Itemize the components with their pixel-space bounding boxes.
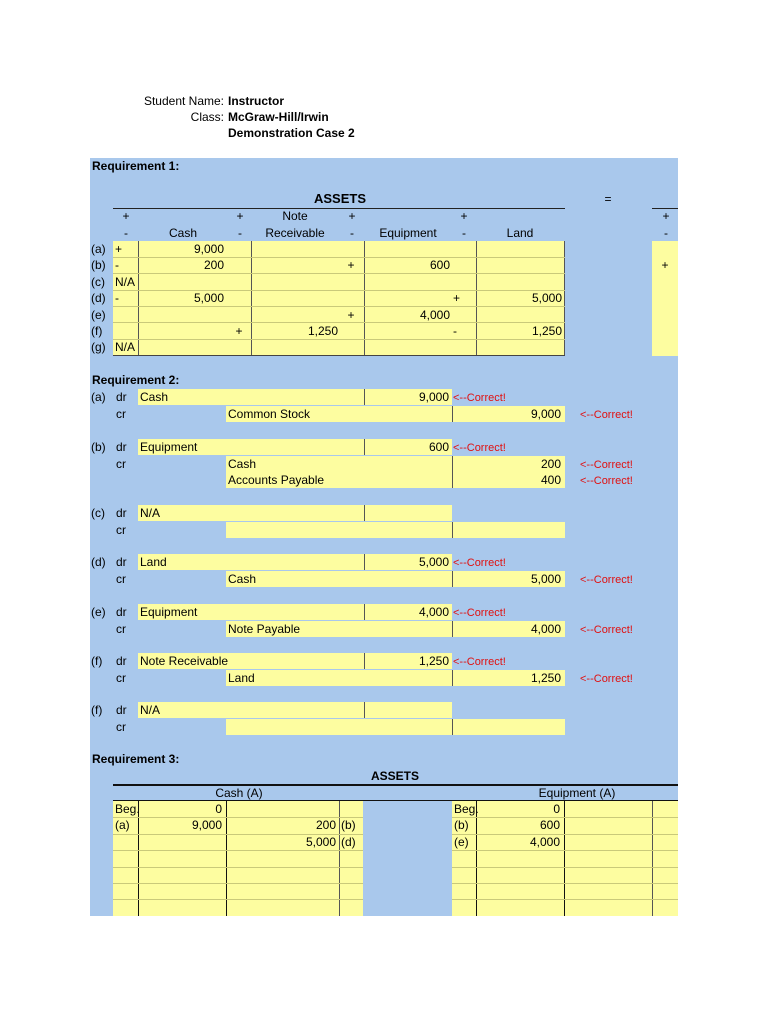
credit-correct-feedback: <--Correct! <box>580 408 633 421</box>
col5-plus: + <box>662 209 670 223</box>
debit-amount-divider <box>364 702 365 718</box>
credit-account[interactable]: Land <box>228 670 255 685</box>
cash-ref[interactable]: (a) <box>115 818 130 833</box>
credit-entry-cell[interactable] <box>226 522 565 538</box>
entry-label: (c) <box>91 506 105 520</box>
row-label: (a) <box>91 242 106 256</box>
row-label: (g) <box>91 340 106 355</box>
col3-minus: - <box>350 226 354 240</box>
credit-amount-divider <box>452 670 453 686</box>
equipment-ref[interactable]: Beg. <box>454 802 479 816</box>
sign-equipment[interactable]: + <box>347 258 355 273</box>
entry-label: (b) <box>91 440 106 454</box>
requirement-3-title: Requirement 3: <box>92 752 180 766</box>
dr-label: dr <box>116 390 127 404</box>
entry-label: (f) <box>91 703 103 717</box>
credit-correct-feedback: <--Correct! <box>580 458 633 471</box>
equipment-amount[interactable]: 4,000 <box>419 307 450 322</box>
debit-correct-feedback: <--Correct! <box>453 607 506 619</box>
col-land-header: Land <box>506 226 534 240</box>
grid-line <box>452 883 678 884</box>
grid-line <box>113 850 363 851</box>
credit-amount[interactable]: 400 <box>540 473 561 487</box>
debit-amount-divider <box>364 653 365 669</box>
col4-plus: + <box>460 209 468 223</box>
debit-amount[interactable]: 1,250 <box>418 654 449 668</box>
col-cash-header: Cash <box>168 226 197 240</box>
credit-correct-feedback: <--Correct! <box>580 672 633 685</box>
sign-cash[interactable]: - <box>115 291 119 306</box>
sign-liabilities[interactable]: + <box>661 258 669 273</box>
debit-entry-cell[interactable] <box>138 505 452 521</box>
debit-correct-feedback: <--Correct! <box>453 557 506 569</box>
entry-label: (e) <box>91 605 106 619</box>
credit-correct-feedback: <--Correct! <box>580 573 633 586</box>
debit-amount-divider <box>364 389 365 405</box>
grid-line <box>452 850 678 851</box>
credit-account[interactable]: Accounts Payable <box>228 473 325 487</box>
equipment-amount[interactable]: 600 <box>429 258 450 273</box>
equipment-ref[interactable]: (e) <box>454 834 469 849</box>
dr-label: dr <box>116 654 127 668</box>
dr-label: dr <box>116 555 127 569</box>
debit-entry-cell[interactable] <box>138 702 452 718</box>
credit-entry-cell[interactable] <box>226 719 565 735</box>
debit-amount[interactable]: 5,000 <box>418 555 449 569</box>
class-value: McGraw-Hill/Irwin <box>228 110 329 124</box>
land-amount[interactable]: 5,000 <box>531 291 562 306</box>
cr-label: cr <box>116 621 126 636</box>
col-note-header-1: Note <box>282 209 308 223</box>
grid-line <box>113 899 363 900</box>
grid-line <box>452 867 678 868</box>
entry-label: (f) <box>91 654 103 668</box>
requirement-1-title: Requirement 1: <box>92 159 180 173</box>
credit-account[interactable]: Note Payable <box>228 621 301 636</box>
row-label: (c) <box>91 274 105 289</box>
assets-heading: ASSETS <box>313 191 366 206</box>
credit-account[interactable]: Cash <box>228 571 257 586</box>
credit-account[interactable]: Cash <box>228 456 257 471</box>
student-name-value: Instructor <box>228 94 285 108</box>
credit-amount-divider <box>452 472 453 488</box>
row-label: (d) <box>91 291 106 306</box>
debit-account[interactable]: N/A <box>140 506 161 520</box>
debit-account[interactable]: Land <box>140 555 167 569</box>
debit-amount-divider <box>364 604 365 620</box>
cash-credit[interactable]: 200 <box>315 818 336 833</box>
cash-credit[interactable]: 5,000 <box>305 834 336 849</box>
row-label: (e) <box>91 307 106 322</box>
debit-amount-divider <box>364 505 365 521</box>
student-name-label: Student Name: <box>143 94 224 108</box>
equipment-debit[interactable]: 600 <box>539 818 560 833</box>
cash-amount[interactable]: 9,000 <box>193 242 224 256</box>
credit-amount-divider <box>452 406 453 422</box>
sign-cash[interactable]: N/A <box>115 340 136 355</box>
cr-label: cr <box>116 522 126 537</box>
cash-debit[interactable]: 9,000 <box>191 818 222 833</box>
col2-plus: + <box>236 209 244 223</box>
requirement-2-title: Requirement 2: <box>92 373 180 387</box>
credit-amount[interactable]: 4,000 <box>530 621 561 636</box>
credit-amount-divider <box>452 571 453 587</box>
sign-note[interactable]: + <box>235 324 243 338</box>
debit-account[interactable]: Cash <box>140 390 169 404</box>
case-title: Demonstration Case 2 <box>228 126 355 140</box>
land-amount[interactable]: 1,250 <box>531 324 562 338</box>
t-account-cash-title: Cash (A) <box>215 786 263 800</box>
credit-account[interactable]: Common Stock <box>228 406 311 421</box>
note-amount[interactable]: 1,250 <box>307 324 338 338</box>
assets-header-rule <box>113 208 565 209</box>
debit-amount[interactable]: 9,000 <box>418 390 449 404</box>
credit-correct-feedback: <--Correct! <box>580 623 633 636</box>
cr-label: cr <box>116 571 126 586</box>
dr-label: dr <box>116 605 127 619</box>
entry-label: (a) <box>91 390 106 404</box>
grid-line <box>113 883 363 884</box>
cr-label: cr <box>116 456 126 471</box>
equipment-debit[interactable]: 4,000 <box>529 834 560 849</box>
cash-credit-ref[interactable]: (b) <box>341 818 356 833</box>
row-label: (f) <box>91 324 103 338</box>
equals-sign: = <box>604 192 612 206</box>
cash-ref[interactable]: Beg. <box>115 802 140 816</box>
class-label: Class: <box>190 110 224 124</box>
row-label: (b) <box>91 258 106 273</box>
credit-amount[interactable]: 9,000 <box>530 406 561 421</box>
sign-land[interactable]: + <box>453 291 461 306</box>
col5-minus: - <box>664 226 668 240</box>
col1-plus: + <box>122 209 130 223</box>
sign-land[interactable]: - <box>453 324 457 338</box>
debit-amount[interactable]: 4,000 <box>418 605 449 619</box>
credit-amount[interactable]: 5,000 <box>530 571 561 586</box>
entry-label: (d) <box>91 555 106 569</box>
debit-amount-divider <box>364 554 365 570</box>
col-note-header-2: Receivable <box>265 226 325 240</box>
cash-debit[interactable]: 0 <box>215 802 222 816</box>
credit-amount-divider <box>452 522 453 538</box>
sign-cash[interactable]: N/A <box>115 274 136 289</box>
debit-account[interactable]: N/A <box>140 703 161 717</box>
dr-label: dr <box>116 440 127 454</box>
cash-credit-ref[interactable]: (d) <box>341 834 356 849</box>
debit-amount-divider <box>364 439 365 455</box>
col2-minus: - <box>238 226 242 240</box>
col3-plus: + <box>348 209 356 223</box>
credit-amount-divider <box>452 621 453 637</box>
credit-correct-feedback: <--Correct! <box>580 475 633 487</box>
debit-amount[interactable]: 600 <box>428 440 449 454</box>
equipment-ref[interactable]: (b) <box>454 818 469 833</box>
cash-amount[interactable]: 5,000 <box>193 291 224 306</box>
debit-correct-feedback: <--Correct! <box>453 392 506 404</box>
debit-correct-feedback: <--Correct! <box>453 656 506 668</box>
cr-label: cr <box>116 406 126 421</box>
cr-label: cr <box>116 719 126 734</box>
credit-amount-divider <box>452 456 453 472</box>
sign-cash[interactable]: - <box>115 258 119 273</box>
debit-correct-feedback: <--Correct! <box>453 442 506 454</box>
sign-cash[interactable]: + <box>115 242 123 256</box>
req3-assets-heading: ASSETS <box>370 769 419 783</box>
col4-minus: - <box>462 226 466 240</box>
grid-line <box>113 867 363 868</box>
dr-label: dr <box>116 703 127 717</box>
equipment-debit[interactable]: 0 <box>553 802 560 816</box>
credit-amount[interactable]: 1,250 <box>530 670 561 685</box>
cr-label: cr <box>116 670 126 685</box>
grid-line <box>452 899 678 900</box>
debit-account[interactable]: Equipment <box>140 440 198 454</box>
t-account-equipment-title: Equipment (A) <box>538 786 616 800</box>
credit-amount[interactable]: 200 <box>540 456 561 471</box>
col-equipment-header: Equipment <box>379 226 437 240</box>
col1-minus: - <box>124 226 128 240</box>
sign-equipment[interactable]: + <box>347 307 355 322</box>
debit-account[interactable]: Note Receivable <box>140 654 229 668</box>
credit-amount-divider <box>452 719 453 735</box>
debit-account[interactable]: Equipment <box>140 605 198 619</box>
dr-label: dr <box>116 506 127 520</box>
cash-amount[interactable]: 200 <box>203 258 224 273</box>
